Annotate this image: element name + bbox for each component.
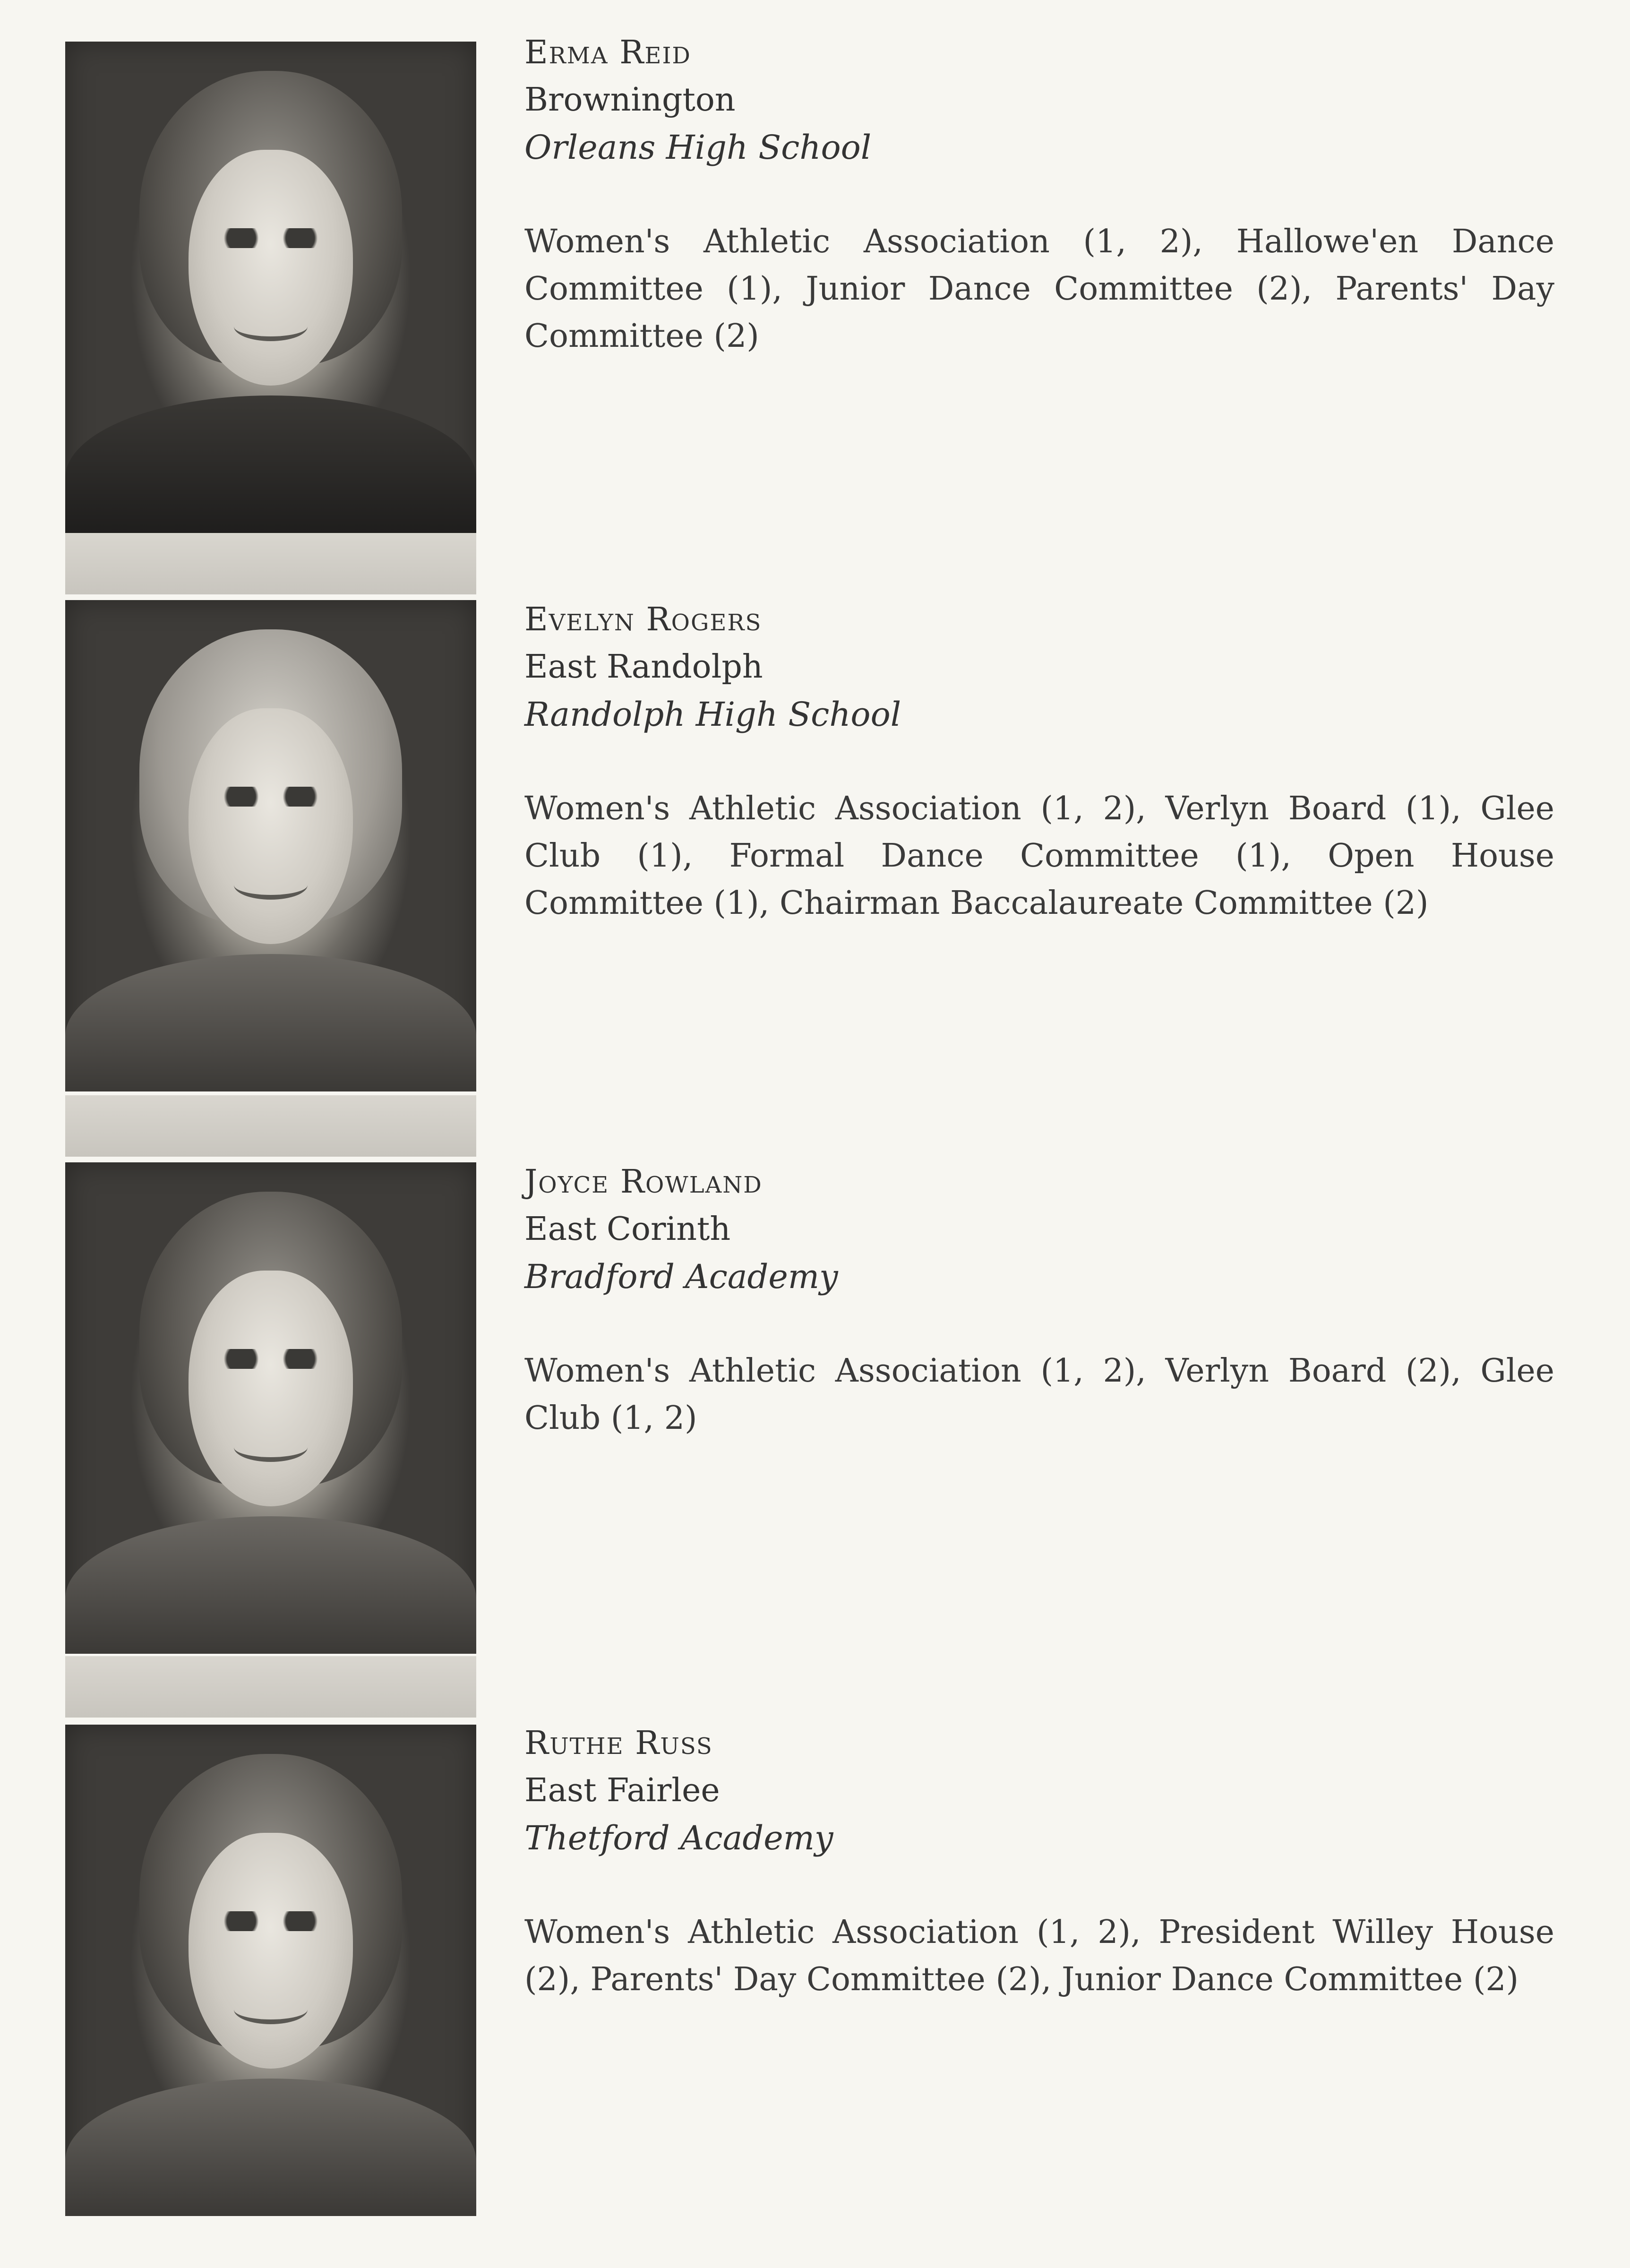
photo-eyes [222,228,320,248]
student-photo-evelyn-rogers [65,600,476,1091]
photo-shoulders [65,2079,476,2216]
student-name: Erma Reid [524,34,691,71]
photo-face [189,1833,353,2069]
student-hometown: East Fairlee [524,1772,720,1809]
photo-shoulders [65,395,476,533]
student-entry-erma-reid [524,29,1554,360]
student-school: Bradford Academy [524,1257,838,1296]
student-school: Thetford Academy [524,1819,833,1857]
photo-eyes [222,787,320,807]
photo-face [189,1271,353,1506]
photo-face [189,708,353,944]
photo-divider [65,533,476,594]
photo-face [189,150,353,386]
photo-shoulders [65,954,476,1091]
photo-smile [234,312,308,341]
photo-smile [234,870,308,900]
photo-eyes [222,1911,320,1931]
photo-shoulders [65,1516,476,1654]
student-photo-erma-reid [65,42,476,533]
photo-smile [234,1995,308,2024]
student-name: Evelyn Rogers [524,601,762,638]
student-activities: Women's Athletic Association (1, 2), President Willey House (2), Parents' Day Committee (2), Junior Dance Committee (2) [524,1914,1554,1998]
student-hometown: East Corinth [524,1211,731,1248]
student-school: Randolph High School [524,695,901,734]
student-entry-evelyn-rogers [524,596,1554,927]
student-activities: Women's Athletic Association (1, 2), Verlyn Board (2), Glee Club (1, 2) [524,1352,1554,1437]
student-activities: Women's Athletic Association (1, 2), Verlyn Board (1), Glee Club (1), Formal Dance Committee (1), Open House Committee (1), Chairman Baccalaureate Committee (2) [524,790,1554,922]
photo-divider [65,1656,476,1718]
student-school: Orleans High School [524,128,872,167]
student-entry-joyce-rowland [524,1159,1554,1442]
photo-eyes [222,1349,320,1369]
student-hometown: East Randolph [524,648,763,686]
student-entry-ruthe-russ [524,1720,1554,2003]
photo-smile [234,1433,308,1462]
photo-divider [65,1095,476,1157]
student-name: Ruthe Russ [524,1725,713,1762]
student-hometown: Brownington [524,81,736,119]
student-photo-joyce-rowland [65,1162,476,1654]
student-photo-ruthe-russ [65,1725,476,2216]
student-name: Joyce Rowland [524,1163,763,1201]
student-activities: Women's Athletic Association (1, 2), Hallowe'en Dance Committee (1), Junior Dance Committee (2), Parents' Day Committee (2) [524,223,1554,355]
